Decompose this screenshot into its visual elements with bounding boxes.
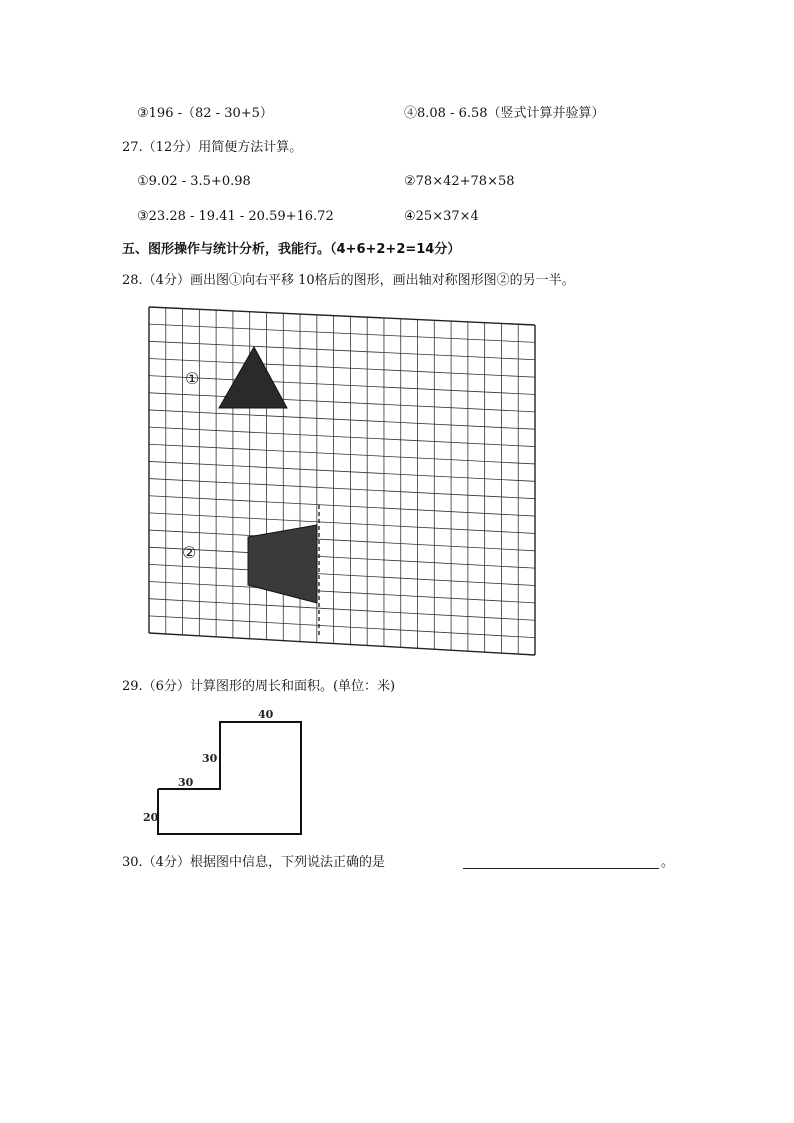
triangle-figure-1	[219, 347, 287, 408]
q27-stem: 27.（12分）用简便方法计算。	[122, 140, 303, 155]
grid-line-horizontal	[149, 410, 535, 429]
grid-line-horizontal	[149, 444, 535, 464]
grid-line-horizontal	[149, 547, 535, 568]
q29-stem: 29.（6分）计算图形的周长和面积。(单位：米)	[122, 679, 396, 694]
q27-item1: ①9.02 - 3.5+0.98	[137, 174, 251, 189]
trapezoid-figure-2	[248, 525, 317, 603]
grid-line-horizontal	[149, 427, 535, 446]
q27-item2: ②78×42+78×58	[404, 174, 515, 189]
grid-line-horizontal	[149, 341, 535, 359]
q26-item4: ④8.08 - 6.58（竖式计算并验算）	[404, 106, 605, 121]
grid-line-horizontal	[149, 496, 535, 516]
figure-2-label: ②	[182, 543, 197, 562]
dim-step: 30	[178, 776, 194, 789]
section-5-title: 五、图形操作与统计分析，我能行。（4+6+2+2=14分）	[122, 242, 461, 257]
grid-figure	[147, 305, 539, 660]
q30-end: 。	[661, 855, 675, 870]
q26-item3: ③196 -（82 - 30+5）	[137, 106, 273, 121]
dim-left-upper: 30	[202, 752, 218, 765]
l-shape-figure	[140, 705, 310, 840]
grid-line-horizontal	[149, 393, 535, 412]
grid-line-horizontal	[149, 616, 535, 638]
q27-item3: ③23.28 - 19.41 - 20.59+16.72	[137, 209, 334, 224]
grid-line-horizontal	[149, 513, 535, 534]
grid-line-horizontal	[149, 324, 535, 342]
q28-stem: 28.（4分）画出图①向右平移 10格后的图形，画出轴对称图形图②的另一半。	[122, 273, 575, 288]
grid-line-horizontal	[149, 479, 535, 499]
dim-top: 40	[258, 708, 274, 721]
q30-stem: 30.（4分）根据图中信息，下列说法正确的是	[122, 855, 385, 870]
dim-left-lower: 20	[143, 811, 159, 824]
grid-line-horizontal	[149, 530, 535, 551]
grid-line-horizontal	[149, 358, 535, 377]
grid-line-horizontal	[149, 376, 535, 395]
grid-line-horizontal	[149, 461, 535, 481]
grid-line-horizontal	[149, 564, 535, 585]
q30-answer-blank[interactable]	[463, 868, 659, 869]
grid-line-horizontal	[149, 599, 535, 621]
figure-1-label: ①	[185, 369, 200, 388]
grid-line-horizontal	[149, 582, 535, 603]
q27-item4: ④25×37×4	[404, 209, 479, 224]
